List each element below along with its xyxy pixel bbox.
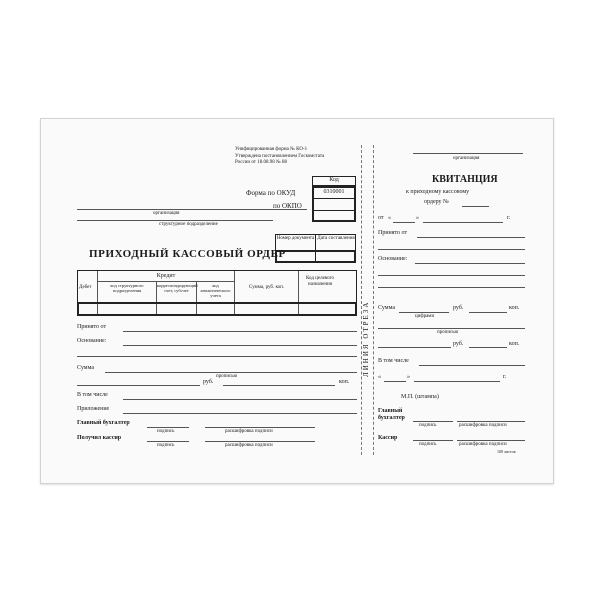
credit-header: Кредит	[156, 273, 176, 279]
approved-line2: России от 18.08.98 № 88	[235, 160, 287, 165]
receipt-from-label: от	[378, 215, 384, 221]
chief-accountant-label: Главный бухгалтер	[77, 420, 130, 426]
receipt-subtitle-2: ордеру №	[424, 199, 449, 205]
receipt-rub-label: руб.	[453, 305, 464, 311]
sum-label: Сумма	[77, 365, 94, 371]
attachment-label: Приложение	[77, 406, 110, 412]
receipt-cashier-decryption: расшифровка подписи	[459, 442, 507, 447]
structural-unit-caption: структурное подразделение	[159, 222, 218, 227]
doc-number-date-values	[275, 250, 356, 263]
rub-label: руб.	[203, 379, 214, 385]
corr-account-header: корреспондирующий счет, субсчет	[157, 283, 198, 293]
code-header-cell	[312, 176, 356, 186]
cashier-signature-caption: подпись	[157, 443, 175, 448]
approved-line1: Утверждена постановлением Госкомстата	[235, 154, 325, 159]
receipt-year-2: г.	[503, 374, 507, 380]
receipt-received-from: Принято от	[378, 230, 408, 236]
receipt-title: КВИТАНЦИЯ	[432, 174, 498, 185]
debit-header: Дебет	[79, 285, 92, 290]
receipt-sum-label: Сумма	[378, 305, 395, 311]
receipt-basis: Основание:	[378, 256, 408, 262]
doc-date-header: Дата составления	[317, 236, 355, 241]
okud-value: 0310001	[323, 189, 345, 195]
struct-unit-header: код структурного подразделения	[110, 283, 144, 293]
cashier-decryption-caption: расшифровка подписи	[225, 443, 273, 448]
receipt-rub-label-2: руб.	[453, 341, 464, 347]
in-words-caption: прописью	[216, 374, 238, 379]
chief-signature-caption: подпись	[157, 429, 175, 434]
doc-number-header: Номер документа	[276, 236, 315, 241]
sum-header: Сумма, руб. коп.	[248, 285, 285, 290]
receipt-cashier-label: Кассир	[378, 435, 398, 441]
cash-receipt-form	[40, 118, 554, 484]
code-label: Код	[329, 177, 339, 183]
purpose-code-header: Код целевого назначения	[305, 276, 335, 287]
receipt-in-words-caption: прописью	[437, 330, 459, 335]
receipt-subtitle-1: к приходному кассовому	[406, 189, 470, 195]
organization-caption: организация	[153, 211, 180, 216]
analytic-code-header: код аналитического учета	[200, 283, 231, 298]
including-label: В том числе	[77, 392, 108, 398]
cut-line-right	[373, 145, 374, 455]
kop-label: коп.	[339, 379, 350, 385]
receipt-chief-signature: подпись	[419, 423, 437, 428]
received-cashier-label: Получил кассир	[77, 435, 122, 441]
receipt-chief-1: Главный	[378, 408, 403, 414]
receipt-kop-label-2: коп.	[509, 341, 520, 347]
receipt-quote-open-2: «	[378, 374, 381, 380]
receipt-stamp: М.П. (штампа)	[401, 394, 439, 400]
okpo-label: по ОКПО	[273, 202, 302, 210]
chief-decryption-caption: расшифровка подписи	[225, 429, 273, 434]
unified-form-label: Унифицированная форма № КО-1	[235, 147, 308, 152]
receipt-chief-decryption: расшифровка подписи	[459, 423, 507, 428]
receipt-footnote: 100 листов	[497, 449, 516, 454]
received-from-label: Принято от	[77, 324, 107, 330]
receipt-chief-2: бухгалтер	[378, 415, 405, 421]
receipt-including: В том числе	[378, 358, 409, 364]
receipt-quote-open: «	[388, 215, 391, 221]
receipt-quote-close: »	[416, 215, 419, 221]
accounting-values-row	[77, 302, 357, 316]
cut-line-label: ЛИНИЯ ОТРЕЗА	[362, 300, 370, 377]
receipt-cashier-signature: подпись	[419, 442, 437, 447]
basis-label: Основание:	[77, 338, 107, 344]
receipt-kop-label: коп.	[509, 305, 520, 311]
order-title: ПРИХОДНЫЙ КАССОВЫЙ ОРДЕР	[89, 248, 286, 260]
receipt-quote-close-2: »	[407, 374, 410, 380]
okud-label: Форма по ОКУД	[246, 189, 296, 197]
receipt-digits-caption: цифрами	[415, 314, 435, 319]
receipt-organization-caption: организация	[453, 156, 480, 161]
receipt-year: г.	[507, 215, 511, 221]
